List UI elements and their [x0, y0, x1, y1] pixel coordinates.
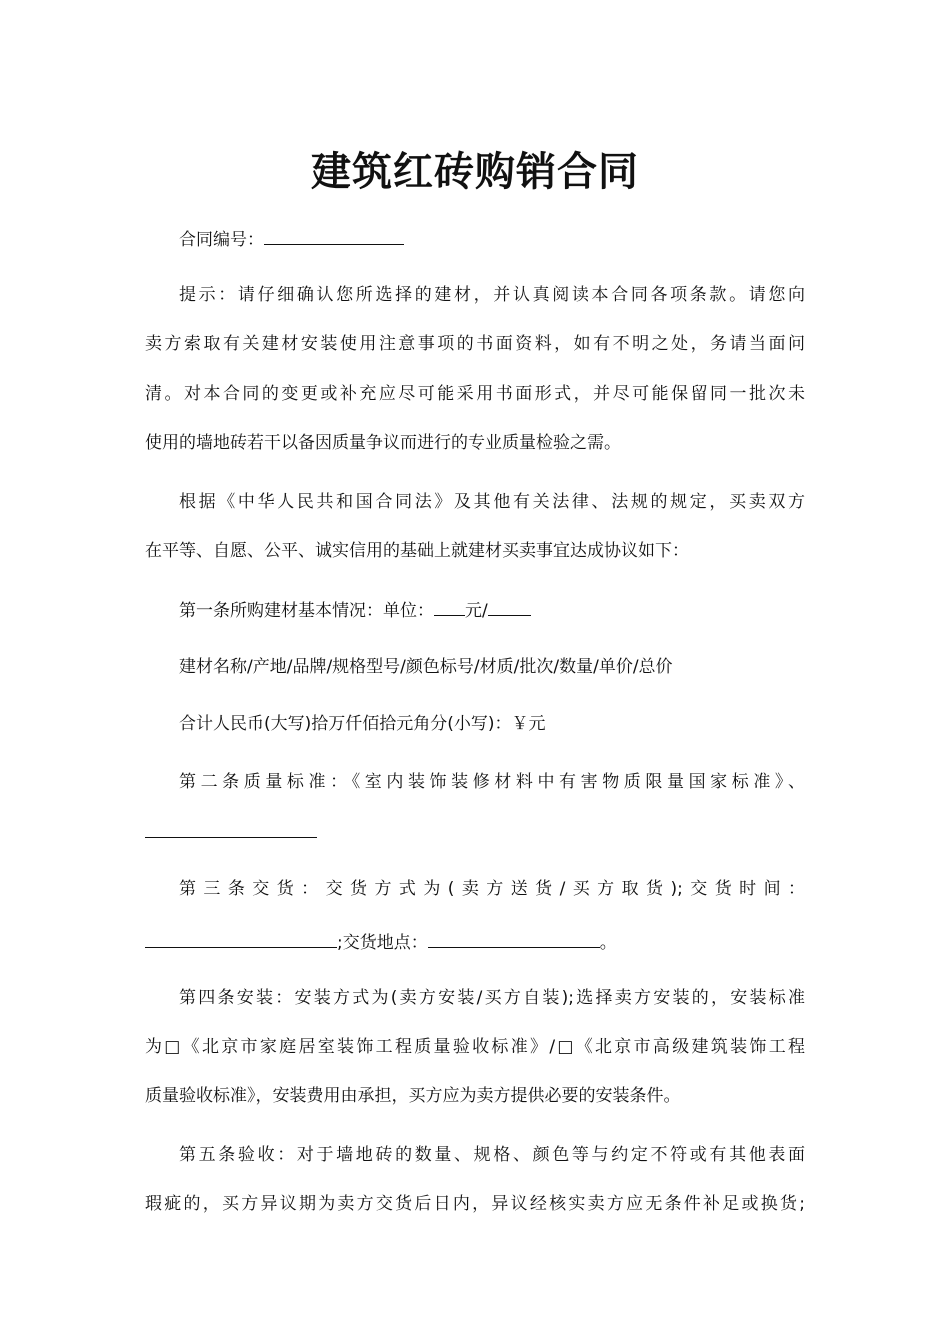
delivery-place-label: ;交货地点： — [337, 933, 428, 953]
article-1-mid: 元/ — [465, 601, 488, 621]
delivery-time-blank — [145, 930, 337, 948]
article-4-line-3: 质量验收标准》，安装费用由承担，买方应为卖方提供必要的安装条件。 — [145, 1086, 681, 1106]
article-5-line-2: 瑕疵的，买方异议期为卖方交货后日内，异议经核实卖方应无条件补足或换货; — [145, 1194, 805, 1214]
article-1-prefix: 第一条所购建材基本情况：单位： — [179, 601, 434, 621]
contract-number-label: 合同编号： — [179, 230, 264, 250]
article-1-columns: 建材名称/产地/品牌/规格型号/颜色标号/材质/批次/数量/单价/总价 — [179, 657, 673, 677]
quality-standard-blank — [145, 820, 317, 838]
delivery-place-blank — [428, 930, 600, 948]
article-3-line-2 — [145, 930, 805, 954]
document-title: 建筑红砖购销合同 — [311, 149, 639, 195]
contract-number-blank — [264, 227, 404, 245]
basis-line-2: 在平等、自愿、公平、诚实信用的基础上就建材买卖事宜达成协议如下： — [145, 541, 689, 561]
tip-line-3: 清。对本合同的变更或补充应尽可能采用书面形式，并尽可能保留同一批次未 — [145, 384, 805, 404]
tip-line-2: 卖方索取有关建材安装使用注意事项的书面资料，如有不明之处，务请当面问 — [145, 334, 805, 354]
article-4-line-1: 第四条安装：安装方式为(卖方安装/买方自装);选择卖方安装的，安装标准 — [179, 988, 805, 1008]
contract-number-line — [179, 227, 805, 251]
article-3-end: 。 — [599, 933, 617, 953]
tip-line-4: 使用的墙地砖若干以备因质量争议而进行的专业质量检验之需。 — [145, 433, 621, 453]
article-3-line-1: 第三条交货：交货方式为(卖方送货/买方取货);交货时间： — [179, 879, 805, 899]
total-amount-line: 合计人民币(大写)拾万仟佰拾元角分(小写)：￥元 — [179, 714, 546, 734]
unit-price-blank — [434, 598, 465, 616]
article-2-blank-line — [145, 820, 805, 844]
basis-line-1: 根据《中华人民共和国合同法》及其他有关法律、法规的规定，买卖双方 — [179, 492, 805, 512]
tip-line-1: 提示：请仔细确认您所选择的建材，并认真阅读本合同各项条款。请您向 — [179, 285, 805, 305]
unit-blank — [488, 598, 531, 616]
article-2-line: 第二条质量标准：《室内装饰装修材料中有害物质限量国家标准》、 — [179, 772, 805, 792]
article-5-line-1: 第五条验收：对于墙地砖的数量、规格、颜色等与约定不符或有其他表面 — [179, 1145, 805, 1165]
article-1-line — [179, 598, 805, 622]
article-4-line-2: 为□《北京市家庭居室装饰工程质量验收标准》/□《北京市高级建筑装饰工程 — [145, 1037, 805, 1057]
